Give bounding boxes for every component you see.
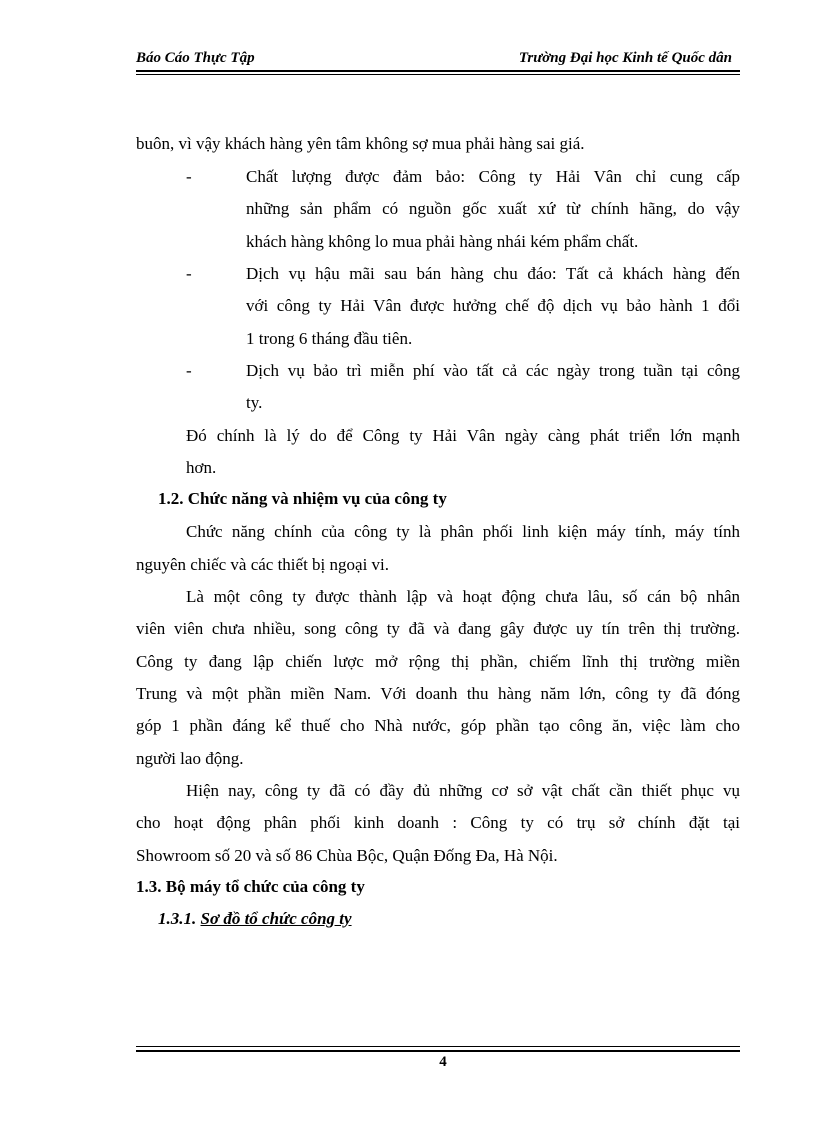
footer-rule-thin — [136, 1046, 740, 1047]
page-header — [136, 50, 740, 68]
bullet-2-line-2: với công ty Hải Vân được hưởng chế độ dịch vụ bảo hành 1 đổi — [246, 296, 740, 315]
conclusion-line-2: hơn. — [186, 458, 217, 477]
subsection-title: Sơ đồ tổ chức công ty — [200, 909, 352, 928]
bullet-marker: - — [186, 264, 192, 283]
conclusion-line-1: Đó chính là lý do để Công ty Hải Vân ngày càng phát triển lớn mạnh — [186, 426, 740, 445]
bullet-1-line-2: những sản phẩm có nguồn gốc xuất xứ từ chính hãng, do vậy — [246, 199, 740, 218]
paragraph-2-line-1: Là một công ty được thành lập và hoạt động chưa lâu, số cán bộ nhân — [186, 587, 740, 606]
subsection-number: 1.3.1. — [158, 909, 197, 928]
bullet-marker: - — [186, 167, 192, 186]
paragraph-1-line-1: Chức năng chính của công ty là phân phối linh kiện máy tính, máy tính — [186, 522, 740, 541]
bullet-3-line-2: ty. — [246, 393, 263, 412]
bullet-marker: - — [186, 361, 192, 380]
section-heading-1-3: 1.3. Bộ máy tổ chức của công ty — [136, 877, 365, 896]
bullet-2-line-1: Dịch vụ hậu mãi sau bán hàng chu đáo: Tất cả khách hàng đến — [246, 264, 740, 283]
page-number: 4 — [439, 1054, 447, 1070]
header-university: Trường Đại học Kinh tế Quốc dân — [518, 50, 732, 66]
header-rule-thick — [136, 70, 740, 72]
paragraph-3-line-1: Hiện nay, công ty đã có đầy đủ những cơ sở vật chất cần thiết phục vụ — [186, 781, 740, 800]
subsection-heading-1-3-1 — [158, 909, 352, 929]
paragraph-2-line-4: Trung và một phần miền Nam. Với doanh thu hàng năm lớn, công ty đã đóng — [136, 684, 740, 703]
header-report-title: Báo Cáo Thực Tập — [136, 50, 255, 66]
header-rule-thin — [136, 74, 740, 75]
section-heading-1-2: 1.2. Chức năng và nhiệm vụ của công ty — [158, 489, 447, 508]
paragraph-1-line-2: nguyên chiếc và các thiết bị ngoại vi. — [136, 555, 390, 574]
bullet-3-line-1: Dịch vụ bảo trì miễn phí vào tất cả các ngày trong tuần tại công — [246, 361, 740, 380]
bullet-2-line-3: 1 trong 6 tháng đầu tiên. — [246, 329, 413, 348]
footer-rule-thick — [136, 1050, 740, 1052]
paragraph-3-line-3: Showroom số 20 và số 86 Chùa Bộc, Quận Đống Đa, Hà Nội. — [136, 846, 558, 865]
bullet-1-line-3: khách hàng không lo mua phải hàng nhái kém phẩm chất. — [246, 232, 639, 251]
bullet-1-line-1: Chất lượng được đảm bảo: Công ty Hải Vân chỉ cung cấp — [246, 167, 740, 186]
paragraph-3-line-2: cho hoạt động phân phối kinh doanh : Công ty có trụ sở chính đặt tại — [136, 813, 740, 832]
paragraph-2-line-5: góp 1 phần đáng kể thuế cho Nhà nước, góp phần tạo công ăn, việc làm cho — [136, 716, 740, 735]
paragraph-2-line-3: Công ty đang lập chiến lược mở rộng thị phần, chiếm lĩnh thị trường miền — [136, 652, 740, 671]
body-line: buôn, vì vậy khách hàng yên tâm không sợ mua phải hàng sai giá. — [136, 134, 585, 153]
paragraph-2-line-2: viên viên chưa nhiều, song công ty đã và đang gây được uy tín trên thị trường. — [136, 619, 740, 638]
paragraph-2-line-6: người lao động. — [136, 749, 244, 768]
